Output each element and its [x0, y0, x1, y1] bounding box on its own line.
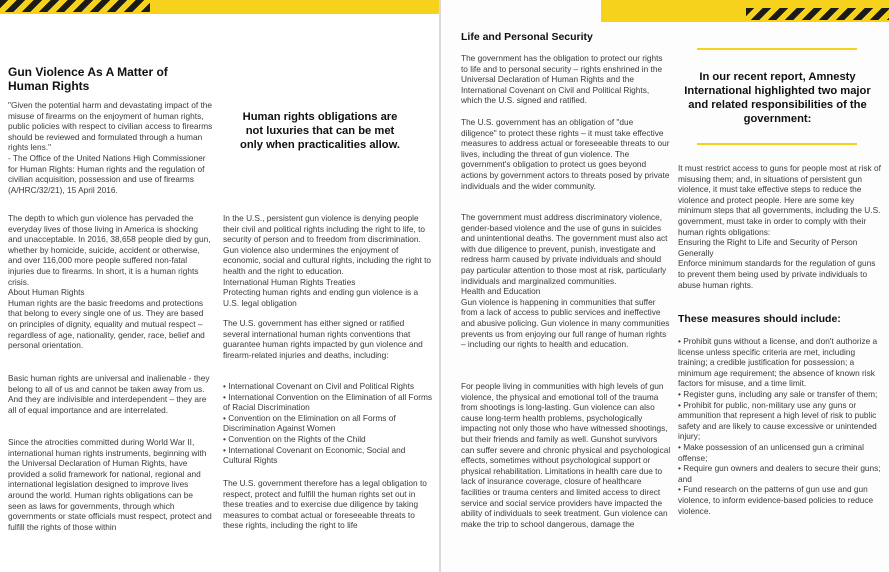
us-gun-violence-paragraph: In the U.S., persistent gun violence is denying people their civil and political rights including the right to life, to security of person and to freedom from discrimination. Gun violence also undermines the enjoyment of economic, social and cultural rights, including the right to health and the right to education. International Human Rights Treaties Protecting human rights and ending gun violence is a U.S. legal obligation [223, 213, 431, 308]
pull-quote: Human rights obligations are not luxuries that can be met only when practicalities allow. [240, 111, 400, 151]
trauma-paragraph: For people living in communities with high levels of gun violence, the physical and emotional toll of the trauma from shootings is long-lasting. Gun violence can also cause long-term health problems, psychologically impacting not only those who have witnessed shootings, but their friends and family as well. Gunshot survivors can suffer severe and chronic physical and psychological effects, sometimes without psychological support or physical rehabilitation. Limitations in health care due to lack of insurance coverage, closure of healthcare facilities or trauma centers and limited access to direct service and social service providers have impacted the ability of individuals to seek treatment. Gun violence can make the trip to school dangerous, damage the [461, 381, 671, 529]
basic-rights-paragraph: Basic human rights are universal and inalienable - they belong to all of us and cannot be taken away from us. And they are indivisible and interdependent – they are all of equal importance and are interrelated. [8, 373, 210, 415]
life-security-paragraph: The government has the obligation to protect our rights to life and to personal security – rights enshrined in the Universal Declaration of Human Rights and the International Covenant on Civil and Political Rights, which the U.S. signed and ratified. [461, 53, 663, 106]
report-callout: In our recent report, Amnesty International highlighted two major and related responsibilities of the government: [684, 71, 871, 125]
history-paragraph: Since the atrocities committed during World War II, international human rights instruments, beginning with the Universal Declaration of Human Rights, have provided a solid framework for national, regional and international legislation designed to improve lives around the world. Human rights obligations can be seen as laws for governments, through which governments or state officials must respect, protect and fulfill the rights of those within [8, 437, 212, 532]
right-page [441, 0, 889, 572]
left-page [0, 0, 441, 572]
measures-list: • Prohibit guns without a license, and don't authorize a license unless specific criteria are met, including training; a credible justification for possession; a minimum age requirement; the absence of known risk factors for misuse, and a time limit. • Register guns, including any sale or transfer of them; • Prohibit for public, non-military use any guns or ammunition that represent a high level of risk to public safety and are likely to cause excessive or unintended injury; • Make possession of an unlicensed gun a criminal offense; • Require gun owners and dealers to secure their guns; and • Fund research on the patterns of gun use and gun violence, to inform evidence-based policies to reduce violence. [678, 336, 881, 516]
treaty-list: • International Covenant on Civil and Political Rights • International Convention on the Elimination of all Forms of Racial Discrimination • Convention on the Elimination on all Forms of Discrimination Against Women • Convention on the Rights of the Child • International Covenant on Economic, Social and Cultural Rights [223, 381, 433, 466]
hazard-stripes-right [746, 8, 889, 20]
discrimination-paragraph: The government must address discriminatory violence, gender-based violence and the use of guns in suicides and unintentional deaths. The government must also act with due diligence to prevent, punish, investigate and redress harm caused by private individuals and should pay particular attention to those most at risk, particularly individuals and marginalized communities. Health and Education Gun violence is happening in communities that suffer from a lack of access to public services and ineffective and abusive policing. Gun violence in many communities prevents us from enjoying our full range of human rights – including our rights to health and education. [461, 212, 670, 350]
page-title: Gun Violence As A Matter of Human Rights [8, 65, 168, 93]
quote-block: "Given the potential harm and devastating impact of the misuse of firearms on the enjoyment of human rights, public policies with respect to civilian access to firearms should be reviewed and formulated through a human rights lens." - The Office of the United Nations High Commissioner for Human Rights: Human rights and the regulation of civilian acquisition, possession and use of firearms (A/HRC/32/21), 15 April 2016. [8, 100, 213, 195]
measures-heading: These measures should include: [678, 313, 841, 325]
restrict-access-paragraph: It must restrict access to guns for people most at risk of misusing them; and, in situations of persistent gun violence, it must take effective steps to reduce the violence and protect people. Here are some key minimum steps that all governments, including the U.S. government, must take in order to comply with their human rights obligations: Ensuring the Right to Life and Security of Person Generally Enforce minimum standards for the regulation of guns to prevent them being used by private individuals to abuse human rights. [678, 163, 881, 290]
hazard-stripes [0, 0, 150, 12]
due-diligence-paragraph: The U.S. government has an obligation of "due diligence" to protect these rights – it must take effective measures to address actual or foreseeable threats to our lives, including the threat of gun violence. The government's obligation to protect us goes beyond actions by government actors to threats posed by private individuals and the wider community. [461, 117, 670, 191]
section-heading: Life and Personal Security [461, 31, 593, 43]
intro-paragraph: The depth to which gun violence has pervaded the everyday lives of those living in America is shocking and unacceptable. In 2016, 38,658 people died by gun, whether by homicide, suicide, accident or otherwise, and over 116,000 more people suffered non-fatal injuries due to firearms. In short, it is a human rights crisis. About Human Rights Human rights are the basic freedoms and protections that belong to every single one of us. They are based on principles of dignity, equality and mutual respect – regardless of age, nationality, gender, race, belief and personal orientation. [8, 213, 211, 351]
callout-rule-top [697, 48, 857, 50]
callout-rule-bottom [697, 143, 857, 145]
treaties-paragraph: The U.S. government has either signed or ratified several international human rights conventions that guarantee human rights impacted by gun violence and firearm-related injuries and deaths, including: [223, 318, 423, 360]
legal-obligation-paragraph: The U.S. government therefore has a legal obligation to respect, protect and fulfill the human rights set out in these treaties and to exercise due diligence by taking measures to combat actual or foreseeable threats to these rights, including the right to life [223, 478, 427, 531]
